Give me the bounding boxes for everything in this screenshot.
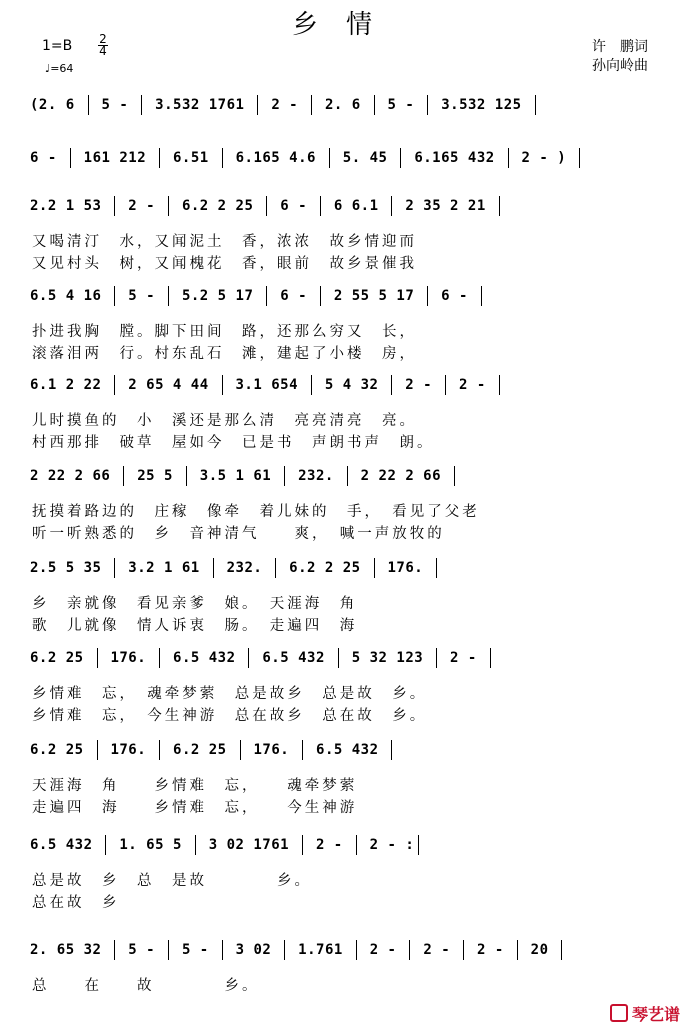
key-signature: 1=B bbox=[42, 38, 73, 54]
lyric-line: 总在故 乡 bbox=[32, 895, 120, 911]
lyric-line: 儿时摸鱼的 小 溪还是那么清 亮亮清亮 亮。 bbox=[32, 413, 417, 429]
barline bbox=[114, 375, 115, 395]
measure: 6 6.1 bbox=[324, 198, 388, 214]
notation-row bbox=[30, 286, 660, 310]
barline bbox=[141, 95, 142, 115]
measure: 161 212 bbox=[74, 150, 156, 166]
measure: 6.5 4 16 bbox=[30, 288, 111, 304]
notation-row bbox=[30, 466, 660, 490]
site-logo bbox=[610, 1002, 680, 1025]
barline bbox=[490, 648, 491, 668]
barline bbox=[391, 196, 392, 216]
barline bbox=[535, 95, 536, 115]
barline bbox=[240, 740, 241, 760]
measure: 6 - bbox=[432, 288, 477, 304]
barline bbox=[168, 196, 169, 216]
barline bbox=[257, 95, 258, 115]
measure: 2 - bbox=[450, 377, 495, 393]
barline bbox=[97, 648, 98, 668]
measure: 6.2 25 bbox=[30, 742, 93, 758]
measure: 6.5 432 bbox=[164, 650, 245, 666]
barline bbox=[338, 648, 339, 668]
barline bbox=[400, 148, 401, 168]
barline bbox=[97, 740, 98, 760]
notation-row bbox=[30, 740, 660, 764]
barline bbox=[391, 375, 392, 395]
barline bbox=[311, 95, 312, 115]
notation-row bbox=[30, 196, 660, 220]
measure: 176. bbox=[101, 742, 156, 758]
time-bottom: 4 bbox=[99, 44, 107, 58]
notation-row bbox=[30, 95, 660, 119]
notation-row bbox=[30, 835, 660, 859]
measure: 6 - bbox=[30, 150, 66, 166]
barline bbox=[356, 835, 357, 855]
barline bbox=[427, 286, 428, 306]
barline bbox=[427, 95, 428, 115]
notation-row bbox=[30, 940, 660, 964]
barline bbox=[436, 558, 437, 578]
barline bbox=[499, 375, 500, 395]
barline bbox=[284, 940, 285, 960]
measure: 6.5 432 bbox=[30, 837, 102, 853]
barline bbox=[374, 95, 375, 115]
barline bbox=[123, 466, 124, 486]
measure: 2 65 4 44 bbox=[119, 377, 218, 393]
lyric-line: 抚摸着路边的 庄稼 像牵 着儿妹的 手， 看见了父老 bbox=[32, 504, 480, 520]
measure: 2 55 5 17 bbox=[324, 288, 424, 304]
barline bbox=[436, 648, 437, 668]
barline bbox=[561, 940, 562, 960]
measure: 5 4 32 bbox=[315, 377, 388, 393]
measure: 6.5 432 bbox=[307, 742, 388, 758]
measure: 2 - : bbox=[360, 837, 415, 853]
lyric-line: 又喝清汀 水，又闻泥土 香，浓浓 故乡情迎而 bbox=[32, 234, 417, 250]
barline bbox=[70, 148, 71, 168]
barline bbox=[105, 835, 106, 855]
measure: 5 32 123 bbox=[342, 650, 433, 666]
barline bbox=[579, 148, 580, 168]
measure: 20 bbox=[521, 942, 558, 958]
measure: 3.2 1 61 bbox=[119, 560, 209, 576]
barline bbox=[222, 375, 223, 395]
barline bbox=[222, 148, 223, 168]
measure: 6.51 bbox=[164, 150, 218, 166]
measure: 2. 65 32 bbox=[30, 942, 111, 958]
measure: 2 - bbox=[414, 942, 460, 958]
measure: 2. 6 bbox=[316, 97, 370, 113]
lyric-line: 听一听熟悉的 乡 音神清气 爽， 喊一声放牧的 bbox=[32, 526, 445, 542]
logo-icon bbox=[610, 1004, 628, 1022]
lyric-line: 歌 儿就像 情人诉衷 肠。 走遍四 海 bbox=[32, 618, 358, 634]
measure: 6 - bbox=[271, 198, 316, 214]
measure: 6.1 2 22 bbox=[30, 377, 111, 393]
measure: 3.1 654 bbox=[226, 377, 307, 393]
lyric-line: 总是故 乡 总 是故 乡。 bbox=[32, 873, 312, 889]
barline bbox=[159, 740, 160, 760]
lyric-line: 扑进我胸 膛。脚下田间 路，还那么穷又 长， bbox=[32, 324, 417, 340]
barline bbox=[517, 940, 518, 960]
barline bbox=[347, 466, 348, 486]
barline bbox=[374, 558, 375, 578]
barline bbox=[499, 196, 500, 216]
notation-row bbox=[30, 648, 660, 672]
notation-row bbox=[30, 375, 660, 399]
barline bbox=[168, 940, 169, 960]
measure: 232. bbox=[217, 560, 272, 576]
measure: 6 - bbox=[271, 288, 316, 304]
measure: 2 - bbox=[360, 942, 406, 958]
barline bbox=[481, 286, 482, 306]
barline bbox=[222, 940, 223, 960]
barline bbox=[275, 558, 276, 578]
measure: 25 5 bbox=[128, 468, 182, 484]
measure: 232. bbox=[289, 468, 343, 484]
lyric-line: 乡 亲就像 看见亲爹 娘。 天涯海 角 bbox=[32, 596, 358, 612]
measure: 3 02 1761 bbox=[199, 837, 299, 853]
song-title: 乡情 bbox=[291, 10, 400, 40]
measure: 3.532 1761 bbox=[146, 97, 254, 113]
measure: 6.2 2 25 bbox=[280, 560, 370, 576]
barline bbox=[266, 196, 267, 216]
measure: 2 - bbox=[307, 837, 352, 853]
measure: 2.5 5 35 bbox=[30, 560, 111, 576]
measure: 2.2 1 53 bbox=[30, 198, 111, 214]
measure: 2 - bbox=[396, 377, 442, 393]
composer: 孙向岭曲 bbox=[592, 58, 648, 74]
lyric-line: 乡情难 忘， 今生神游 总在故乡 总在故 乡。 bbox=[32, 708, 428, 724]
barline bbox=[508, 148, 509, 168]
barline bbox=[320, 196, 321, 216]
barline bbox=[266, 286, 267, 306]
measure: 2 - bbox=[119, 198, 165, 214]
notation-row bbox=[30, 148, 660, 172]
barline bbox=[463, 940, 464, 960]
lyric-line: 村西那排 破草 屋如今 已是书 声朗书声 朗。 bbox=[32, 435, 435, 451]
measure: 5 - bbox=[173, 942, 218, 958]
barline bbox=[88, 95, 89, 115]
measure: 176. bbox=[378, 560, 433, 576]
measure: 5 - bbox=[119, 942, 165, 958]
measure: 6.2 25 bbox=[30, 650, 93, 666]
measure: 6.165 4.6 bbox=[226, 150, 325, 166]
barline bbox=[186, 466, 187, 486]
barline bbox=[195, 835, 196, 855]
measure: 2 22 2 66 bbox=[30, 468, 120, 484]
barline bbox=[159, 148, 160, 168]
lyric-line: 滚落泪两 行。村东乱石 滩，建起了小楼 房， bbox=[32, 346, 417, 362]
barline bbox=[114, 940, 115, 960]
measure: 1.761 bbox=[289, 942, 352, 958]
barline bbox=[311, 375, 312, 395]
barline bbox=[356, 940, 357, 960]
measure: 176. bbox=[244, 742, 299, 758]
lyricist: 许 鹏词 bbox=[592, 39, 648, 55]
barline bbox=[302, 740, 303, 760]
barline bbox=[114, 196, 115, 216]
time-top: 2 bbox=[99, 32, 107, 46]
measure: 6.165 432 bbox=[405, 150, 504, 166]
barline bbox=[320, 286, 321, 306]
barline bbox=[168, 286, 169, 306]
barline bbox=[284, 466, 285, 486]
barline bbox=[454, 466, 455, 486]
lyric-line: 总 在 故 乡。 bbox=[32, 978, 260, 994]
barline bbox=[409, 940, 410, 960]
measure: 6.2 2 25 bbox=[173, 198, 263, 214]
notation-row bbox=[30, 558, 660, 582]
measure: 3.5 1 61 bbox=[190, 468, 281, 484]
measure: 2 - ) bbox=[512, 150, 576, 166]
barline bbox=[445, 375, 446, 395]
measure: 3.532 125 bbox=[432, 97, 531, 113]
barline bbox=[391, 740, 392, 760]
measure: 5. 45 bbox=[333, 150, 397, 166]
measure: 5 - bbox=[119, 288, 165, 304]
measure: 5 - bbox=[378, 97, 424, 113]
measure: 6.5 432 bbox=[253, 650, 334, 666]
measure: 2 22 2 66 bbox=[351, 468, 450, 484]
barline bbox=[329, 148, 330, 168]
barline bbox=[302, 835, 303, 855]
measure: 3 02 bbox=[226, 942, 281, 958]
barline bbox=[159, 648, 160, 668]
barline bbox=[248, 648, 249, 668]
logo-text: 琴艺谱 bbox=[631, 1005, 680, 1024]
credits bbox=[592, 38, 648, 76]
measure: 176. bbox=[101, 650, 156, 666]
barline bbox=[213, 558, 214, 578]
lyric-line: 走遍四 海 乡情难 忘， 今生神游 bbox=[32, 800, 358, 816]
lyric-line: 乡情难 忘， 魂牵梦萦 总是故乡 总是故 乡。 bbox=[32, 686, 428, 702]
measure: 2 35 2 21 bbox=[396, 198, 495, 214]
measure: 5 - bbox=[92, 97, 138, 113]
barline bbox=[114, 286, 115, 306]
measure: 1. 65 5 bbox=[110, 837, 191, 853]
tempo-marking: ♩=64 bbox=[45, 62, 74, 75]
measure: 2 - bbox=[262, 97, 308, 113]
barline bbox=[114, 558, 115, 578]
measure: 2 - bbox=[468, 942, 513, 958]
lyric-line: 又见村头 树，又闻槐花 香，眼前 故乡景催我 bbox=[32, 256, 417, 272]
measure: 2 - bbox=[441, 650, 486, 666]
measure: (2. 6 bbox=[30, 97, 84, 113]
time-signature bbox=[98, 34, 108, 57]
measure: 6.2 25 bbox=[164, 742, 236, 758]
measure: 5.2 5 17 bbox=[173, 288, 263, 304]
lyric-line: 天涯海 角 乡情难 忘， 魂牵梦萦 bbox=[32, 778, 358, 794]
barline bbox=[418, 835, 419, 855]
